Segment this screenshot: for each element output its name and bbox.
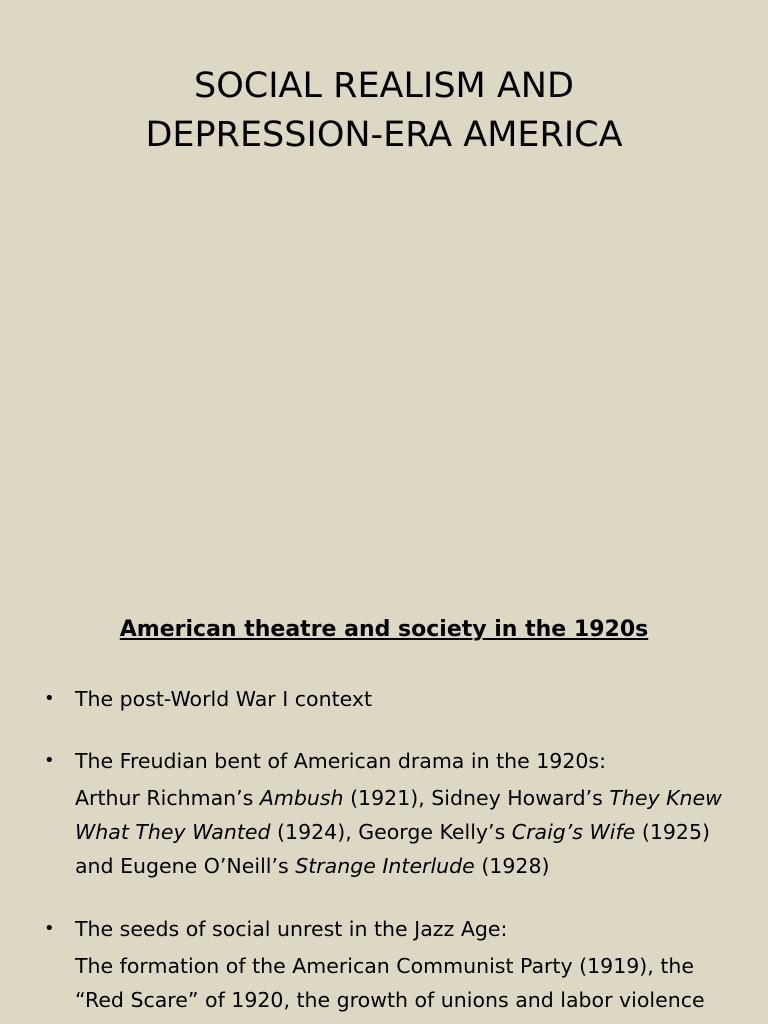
bullet-item-postwar	[0, 682, 768, 716]
title-line-1: SOCIAL REALISM AND	[194, 66, 574, 106]
sub-text: (1921), Sidney Howard’s	[343, 786, 610, 810]
bullet-dot-icon: •	[44, 750, 55, 771]
sub-text: Arthur Richman’s	[75, 786, 260, 810]
slide-title-heading	[40, 62, 728, 160]
play-title-strange-interlude: Strange Interlude	[295, 854, 475, 878]
play-title-ambush: Ambush	[259, 786, 344, 810]
sub-text: (1924), George Kelly’s	[270, 820, 512, 844]
bullet-subtext: The formation of the American Communist Party (1919), the “Red Scare” of 1920, the growth of unions and labor violence	[75, 954, 705, 1012]
bullet-text: The post-World War I context	[75, 687, 373, 711]
bullet-item-freudian	[0, 744, 768, 883]
bullet-text: The seeds of social unrest in the Jazz Age:	[75, 917, 508, 941]
slide-content	[0, 512, 768, 1024]
bullet-list	[0, 682, 768, 1017]
bullet-dot-icon: •	[44, 688, 55, 709]
bullet-dot-icon: •	[44, 918, 55, 939]
sub-text: (1925) and Eugene O’Neill’s	[75, 820, 710, 878]
sub-text: (1928)	[474, 854, 550, 878]
play-title-they-knew: They Knew What They Wanted	[75, 786, 722, 844]
play-title-craigs-wife: Craig’s Wife	[511, 820, 636, 844]
bullet-text: The Freudian bent of American drama in the 1920s:	[75, 749, 606, 773]
bullet-subtext	[75, 781, 724, 883]
title-line-2: DEPRESSION-ERA AMERICA	[145, 115, 623, 155]
section-heading: American theatre and society in the 1920s	[119, 617, 649, 642]
bullet-item-social-unrest	[0, 912, 768, 1017]
